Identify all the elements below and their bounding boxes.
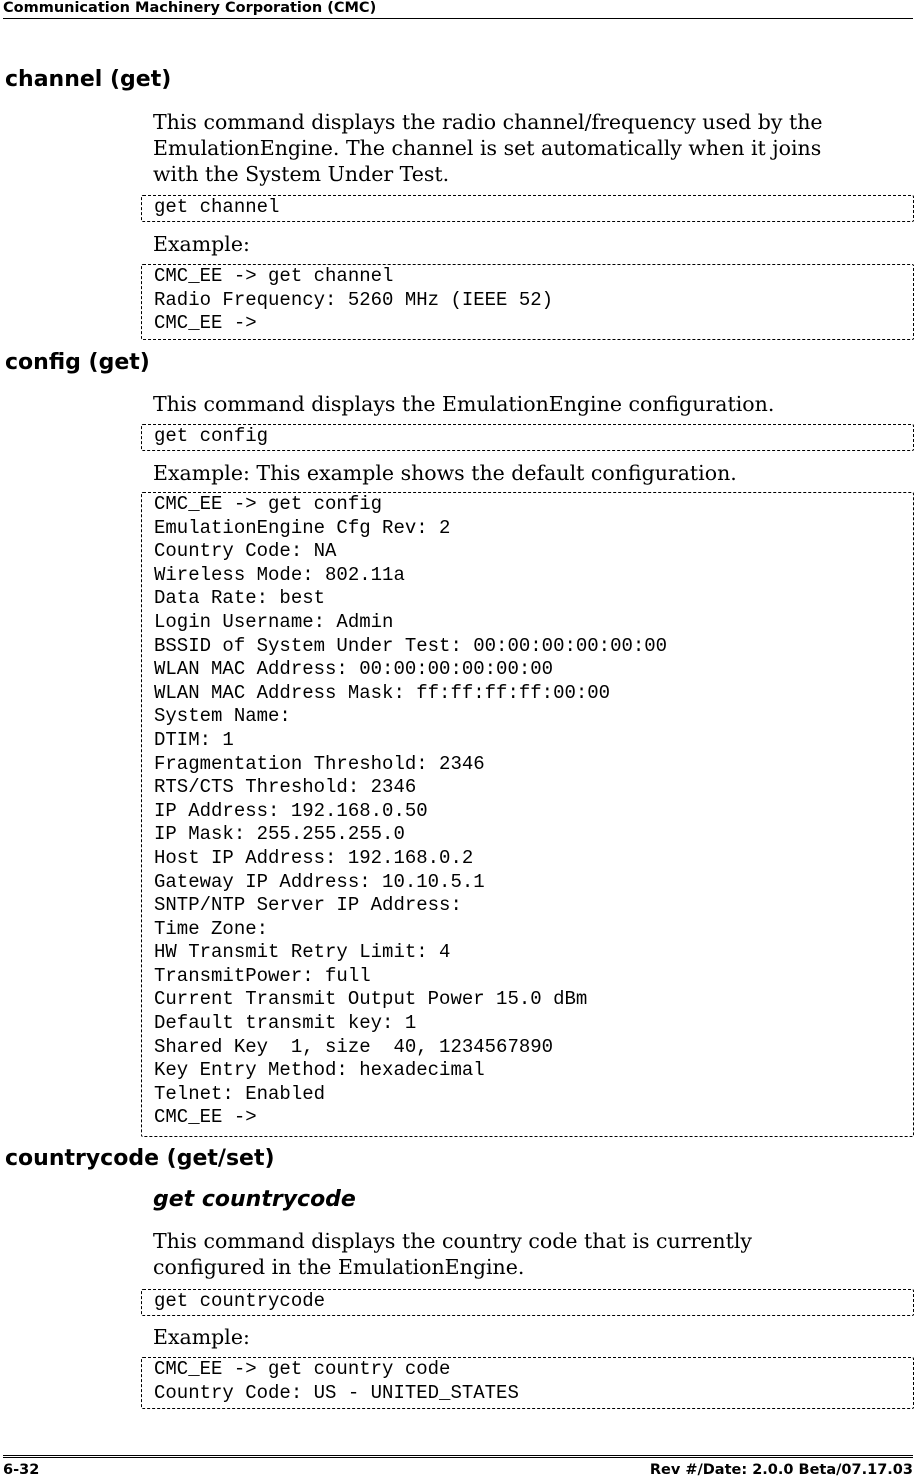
- countrycode-description-line: This command displays the country code that is currently: [153, 1229, 753, 1253]
- code-line: Wireless Mode: 802.11a: [154, 563, 405, 586]
- code-line: get countrycode: [154, 1290, 326, 1312]
- code-line: TransmitPower: full: [154, 964, 371, 987]
- config-description: This command displays the EmulationEngine configuration.: [153, 392, 775, 416]
- code-line: Country Code: US - UNITED_STATES: [154, 1381, 519, 1404]
- config-syntax-box: [141, 424, 914, 451]
- code-line: Data Rate: best: [154, 587, 326, 610]
- channel-description: [153, 109, 893, 187]
- channel-example-box: [141, 264, 914, 340]
- code-line: Fragmentation Threshold: 2346: [154, 752, 485, 775]
- section-heading-config: config (get): [5, 350, 150, 375]
- code-line: System Name:: [154, 705, 291, 728]
- code-line: WLAN MAC Address Mask: ff:ff:ff:ff:00:00: [154, 681, 611, 704]
- code-line: CMC_EE ->: [154, 1106, 257, 1129]
- code-line: Country Code: NA: [154, 540, 337, 563]
- countrycode-description: [153, 1228, 893, 1280]
- code-line: Default transmit key: 1: [154, 1012, 417, 1035]
- code-line: DTIM: 1: [154, 728, 234, 751]
- code-line: Key Entry Method: hexadecimal: [154, 1059, 485, 1082]
- code-line: Shared Key 1, size 40, 1234567890: [154, 1035, 554, 1058]
- countrycode-syntax-box: [141, 1289, 914, 1316]
- section-heading-countrycode: countrycode (get/set): [5, 1146, 275, 1171]
- config-example-box: [141, 492, 914, 1137]
- code-line: CMC_EE -> get config: [154, 493, 383, 515]
- channel-description-line: with the System Under Test.: [153, 162, 450, 186]
- code-line: Telnet: Enabled: [154, 1082, 326, 1105]
- code-line: IP Address: 192.168.0.50: [154, 799, 428, 822]
- running-footer: [3, 1455, 913, 1478]
- page-number: 6-32: [3, 1462, 40, 1478]
- code-line: WLAN MAC Address: 00:00:00:00:00:00: [154, 658, 554, 681]
- code-line: RTS/CTS Threshold: 2346: [154, 776, 417, 799]
- code-line: Host IP Address: 192.168.0.2: [154, 846, 474, 869]
- revision-info: Rev #/Date: 2.0.0 Beta/07.17.03: [649, 1462, 913, 1478]
- channel-description-line: EmulationEngine. The channel is set automatically when it joins: [153, 136, 822, 160]
- code-line: Current Transmit Output Power 15.0 dBm: [154, 988, 588, 1011]
- section-heading-channel: channel (get): [5, 67, 172, 92]
- countrycode-example-box: [141, 1357, 914, 1409]
- code-line: CMC_EE -> get channel: [154, 265, 394, 287]
- code-line: Login Username: Admin: [154, 610, 394, 633]
- code-line: Gateway IP Address: 10.10.5.1: [154, 870, 485, 893]
- code-line: get channel: [154, 196, 280, 218]
- code-line: get config: [154, 425, 269, 447]
- code-line: SNTP/NTP Server IP Address:: [154, 894, 462, 917]
- code-line: HW Transmit Retry Limit: 4: [154, 941, 451, 964]
- channel-description-line: This command displays the radio channel/frequency used by the: [153, 110, 823, 134]
- config-example-label: Example: This example shows the default configuration.: [153, 461, 737, 485]
- code-line: Radio Frequency: 5260 MHz (IEEE 52): [154, 288, 554, 311]
- code-line: CMC_EE -> get country code: [154, 1358, 451, 1380]
- code-line: Time Zone:: [154, 917, 269, 940]
- subheading-get-countrycode: get countrycode: [153, 1187, 356, 1212]
- code-line: IP Mask: 255.255.255.0: [154, 823, 405, 846]
- code-line: EmulationEngine Cfg Rev: 2: [154, 516, 451, 539]
- channel-syntax-box: [141, 195, 914, 222]
- code-line: CMC_EE ->: [154, 312, 257, 335]
- countrycode-description-line: configured in the EmulationEngine.: [153, 1255, 525, 1279]
- code-line: BSSID of System Under Test: 00:00:00:00:00:00: [154, 634, 668, 657]
- channel-example-label: Example:: [153, 232, 250, 256]
- countrycode-example-label: Example:: [153, 1325, 250, 1349]
- running-header: Communication Machinery Corporation (CMC): [3, 0, 913, 19]
